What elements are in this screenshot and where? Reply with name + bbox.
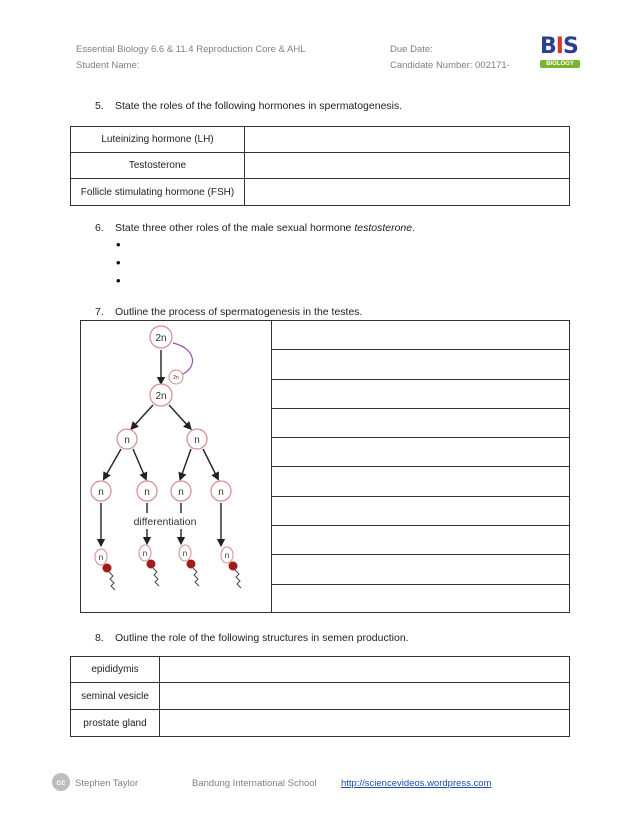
cell-n-right-label: n (194, 435, 200, 446)
answer-line-7[interactable] (272, 497, 569, 526)
cell-n-3-label: n (178, 487, 184, 498)
bis-logo: BIS BIOLOGY (540, 36, 586, 72)
spermatogenesis-diagram (80, 320, 272, 613)
sperm-1 (95, 549, 115, 590)
arrow-mid-left (133, 405, 153, 427)
arrow-right-2 (203, 449, 217, 477)
arrow-right-1 (181, 449, 191, 477)
bullet-1[interactable]: • (116, 237, 121, 252)
hormone-label-lh: Luteinizing hormone (LH) (71, 127, 245, 153)
question-5-text: State the roles of the following hormones in spermatogenesis. (115, 100, 403, 112)
logo-subtitle: BIOLOGY (540, 60, 580, 68)
answer-line-10[interactable] (272, 585, 569, 614)
arrow-mid-right (169, 405, 189, 427)
answer-line-8[interactable] (272, 526, 569, 555)
question-7-number: 7. (95, 306, 104, 318)
semen-structures-table (70, 656, 570, 737)
answer-line-3[interactable] (272, 380, 569, 409)
due-date-label: Due Date: (390, 44, 433, 55)
question-5-number: 5. (95, 100, 104, 112)
sperm-4-label: n (224, 551, 230, 560)
structure-label-prostate-gland: prostate gland (71, 710, 160, 737)
answer-line-6[interactable] (272, 467, 569, 496)
candidate-number: Candidate Number: 002171- (390, 60, 510, 71)
hormone-label-fsh: Follicle stimulating hormone (FSH) (71, 179, 245, 206)
footer-author: Stephen Taylor (75, 778, 139, 789)
footer-url[interactable]: http://sciencevideos.wordpress.com (341, 778, 492, 789)
answer-line-1[interactable] (272, 321, 569, 350)
cell-n-left-label: n (124, 435, 130, 446)
bullet-3[interactable]: • (116, 273, 121, 288)
structure-answer-prostate-gland[interactable] (160, 710, 570, 737)
arrow-left-2 (133, 449, 145, 477)
footer-link[interactable] (341, 778, 491, 789)
structure-label-seminal-vesicle: seminal vesicle (71, 683, 160, 710)
question-7 (95, 306, 362, 318)
question-6-number: 6. (95, 222, 104, 234)
cell-n-1-label: n (98, 487, 104, 498)
cell-2n-mid-label: 2n (155, 391, 167, 402)
question-5 (95, 100, 402, 112)
structure-answer-seminal-vesicle[interactable] (160, 683, 570, 710)
question-8 (95, 632, 409, 644)
sperm-3-label: n (182, 549, 188, 558)
question-8-text: Outline the role of the following structures in semen production. (115, 632, 409, 644)
footer-school: Bandung International School (192, 778, 317, 789)
answer-line-9[interactable] (272, 555, 569, 584)
question-8-number: 8. (95, 632, 104, 644)
arrow-left-1 (105, 449, 121, 477)
bullet-2[interactable]: • (116, 255, 121, 270)
question-6-text: State three other roles of the male sexual hormone (115, 222, 355, 234)
hormone-answer-lh[interactable] (245, 127, 570, 153)
sperm-2-label: n (142, 549, 148, 558)
answer-line-2[interactable] (272, 350, 569, 379)
course-title: Essential Biology 6.6 & 11.4 Reproduction Core & AHL (76, 44, 306, 55)
sperm-1-label: n (98, 553, 104, 562)
spermatogenesis-answer-lines (271, 320, 570, 613)
cc-text: cc (56, 777, 66, 787)
question-6 (95, 222, 415, 234)
sperm-2 (139, 545, 159, 586)
creative-commons-icon (52, 773, 70, 791)
hormone-answer-fsh[interactable] (245, 179, 570, 206)
answer-line-5[interactable] (272, 438, 569, 467)
hormone-label-testosterone: Testosterone (71, 153, 245, 179)
cell-2n-small-label: 2n (173, 375, 179, 381)
student-name-label: Student Name: (76, 60, 140, 71)
cell-n-4-label: n (218, 487, 224, 498)
hormone-answer-testosterone[interactable] (245, 153, 570, 179)
question-6-period: . (412, 222, 416, 234)
hormone-table (70, 126, 570, 206)
structure-label-epididymis: epididymis (71, 657, 160, 683)
question-6-italic: testosterone (354, 222, 413, 234)
structure-answer-epididymis[interactable] (160, 657, 570, 683)
differentiation-label: differentiation (133, 516, 197, 528)
cell-2n-top-label: 2n (155, 333, 167, 344)
question-7-text: Outline the process of spermatogenesis in the testes. (115, 306, 363, 318)
cell-n-2-label: n (144, 487, 150, 498)
sperm-4 (221, 547, 241, 588)
answer-line-4[interactable] (272, 409, 569, 438)
sperm-3 (179, 545, 199, 586)
